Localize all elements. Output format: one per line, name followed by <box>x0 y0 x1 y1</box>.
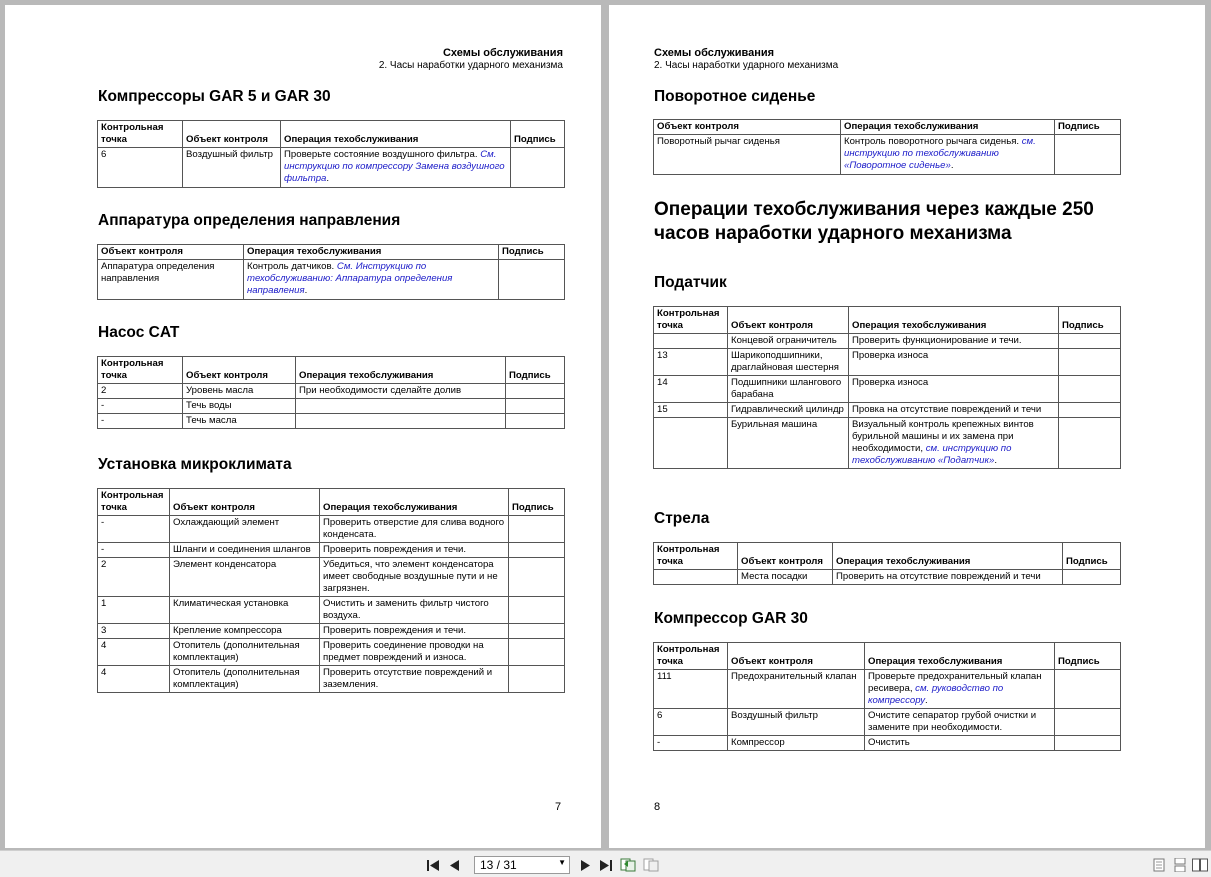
cell: Проверка износа <box>849 376 1059 403</box>
cell: Проверить отсутствие повреждений и заземления. <box>320 666 509 693</box>
signature-cell <box>1059 403 1121 418</box>
signature-cell <box>1055 135 1121 175</box>
cell: 6 <box>654 709 728 736</box>
table-row <box>654 403 1121 418</box>
column-header: Операция техобслуживания <box>849 307 1059 334</box>
column-header: Подпись <box>1063 543 1121 570</box>
cell: Аппаратура определения направления <box>98 260 244 300</box>
signature-cell <box>511 148 565 188</box>
last-page-icon[interactable] <box>598 857 614 873</box>
maintenance-table <box>97 356 565 429</box>
cell: Крепление компрессора <box>170 624 320 639</box>
cell: Воздушный фильтр <box>728 709 865 736</box>
column-header: Объект контроля <box>183 121 281 148</box>
column-header: Объект контроля <box>170 489 320 516</box>
cell: 111 <box>654 670 728 709</box>
column-header: Подпись <box>506 357 565 384</box>
reference-link[interactable]: см. инструкцию по техобслуживанию «Податчик» <box>852 443 1012 466</box>
signature-cell <box>509 597 565 624</box>
cell: Проверить отверстие для слива водного конденсата. <box>320 516 509 543</box>
cell <box>654 570 738 585</box>
cell: 3 <box>98 624 170 639</box>
table-row <box>654 376 1121 403</box>
table-row <box>98 260 565 300</box>
table-row <box>654 709 1121 736</box>
maintenance-table <box>653 306 1121 469</box>
cell: Убедиться, что элемент конденсатора имеет свободные воздушные пути и не загрязнен. <box>320 558 509 597</box>
cell: - <box>654 736 728 751</box>
cell: Течь воды <box>183 399 296 414</box>
table-row <box>654 135 1121 175</box>
cell: - <box>98 516 170 543</box>
reference-link[interactable]: См. инструкцию по компрессору Замена воздушного фильтра <box>284 149 505 184</box>
signature-cell <box>509 666 565 693</box>
signature-cell <box>1055 736 1121 751</box>
column-header: Операция техобслуживания <box>296 357 506 384</box>
cell: Места посадки <box>738 570 833 585</box>
cell: 6 <box>98 148 183 188</box>
column-header: Подпись <box>499 245 565 260</box>
maintenance-table <box>97 488 565 693</box>
two-page-view-icon[interactable] <box>1192 857 1208 873</box>
maintenance-table <box>97 120 565 188</box>
go-forward-icon[interactable] <box>643 857 659 873</box>
cell: Отопитель (дополнительная комплектация) <box>170 639 320 666</box>
first-page-icon[interactable] <box>425 857 441 873</box>
column-header: Контрольная точка <box>654 643 728 670</box>
signature-cell <box>1059 334 1121 349</box>
cell: Проверить соединение проводки на предмет повреждений и износа. <box>320 639 509 666</box>
column-header: Объект контроля <box>98 245 244 260</box>
maintenance-table <box>653 119 1121 175</box>
signature-cell <box>506 384 565 399</box>
cell: Воздушный фильтр <box>183 148 281 188</box>
cell: Очистить <box>865 736 1055 751</box>
continuous-view-icon[interactable] <box>1172 857 1188 873</box>
signature-cell <box>1055 670 1121 709</box>
page-number: 7 <box>555 801 562 813</box>
single-page-view-icon[interactable] <box>1151 857 1167 873</box>
cell: 1 <box>98 597 170 624</box>
table-row <box>654 670 1121 709</box>
previous-page-icon[interactable] <box>446 857 462 873</box>
cell: Гидравлический цилиндр <box>728 403 849 418</box>
signature-cell <box>1059 418 1121 469</box>
signature-cell <box>509 639 565 666</box>
cell <box>654 334 728 349</box>
cell: При необходимости сделайте долив <box>296 384 506 399</box>
cell: Контроль поворотного рычага сиденья. см. инструкцию по техобслуживанию «Поворотное сиденье». <box>841 135 1055 175</box>
cell: Предохранительный клапан <box>728 670 865 709</box>
column-header: Контрольная точка <box>98 489 170 516</box>
cell: Поворотный рычаг сиденья <box>654 135 841 175</box>
cell: - <box>98 399 183 414</box>
cell <box>296 414 506 429</box>
column-header: Подпись <box>1055 120 1121 135</box>
table-row <box>98 399 565 414</box>
section-title: Компрессоры GAR 5 и GAR 30 <box>98 88 331 105</box>
signature-cell <box>506 414 565 429</box>
cell: Подшипники шлангового барабана <box>728 376 849 403</box>
table-row <box>654 736 1121 751</box>
cell: Охлаждающий элемент <box>170 516 320 543</box>
cell: Проверить повреждения и течи. <box>320 543 509 558</box>
table-row <box>98 558 565 597</box>
cell: Течь масла <box>183 414 296 429</box>
cell: Проверить повреждения и течи. <box>320 624 509 639</box>
table-row <box>654 334 1121 349</box>
table-row <box>98 666 565 693</box>
go-back-icon[interactable] <box>620 857 636 873</box>
cell: 4 <box>98 639 170 666</box>
cell: Проверьте предохранительный клапан ресивера, см. руководство по компрессору. <box>865 670 1055 709</box>
header-title: Схемы обслуживания <box>654 47 775 59</box>
chapter-heading: Операции техобслуживания через каждые 250 часов наработки ударного механизма <box>654 199 1094 244</box>
table-row <box>98 148 565 188</box>
table-row <box>98 516 565 543</box>
page-number-field[interactable] <box>474 856 570 874</box>
signature-cell <box>1059 349 1121 376</box>
cell: 2 <box>98 558 170 597</box>
cell <box>296 399 506 414</box>
signature-cell <box>509 558 565 597</box>
table-row <box>654 570 1121 585</box>
page-right <box>609 5 1205 848</box>
cell: Бурильная машина <box>728 418 849 469</box>
cell: Климатическая установка <box>170 597 320 624</box>
cell: Очистите сепаратор грубой очистки и замените при необходимости. <box>865 709 1055 736</box>
maintenance-table <box>97 244 565 300</box>
reference-link[interactable]: см. инструкцию по техобслуживанию «Поворотное сиденье» <box>844 136 1036 171</box>
reference-link[interactable]: См. Инструкцию по техобслуживанию: Аппаратура определения направления <box>247 261 453 296</box>
table-row <box>654 418 1121 469</box>
column-header: Операция техобслуживания <box>244 245 499 260</box>
column-header: Подпись <box>511 121 565 148</box>
column-header: Подпись <box>1059 307 1121 334</box>
section-title: Установка микроклимата <box>98 456 292 473</box>
cell: 2 <box>98 384 183 399</box>
viewer-toolbar <box>0 850 1211 877</box>
signature-cell <box>1055 709 1121 736</box>
column-header: Объект контроля <box>183 357 296 384</box>
section-title: Компрессор GAR 30 <box>654 610 808 627</box>
cell: Проверить на отсутствие повреждений и течи <box>833 570 1063 585</box>
column-header: Контрольная точка <box>654 307 728 334</box>
section-title: Стрела <box>654 510 710 527</box>
column-header: Подпись <box>1055 643 1121 670</box>
table-row <box>98 384 565 399</box>
table-row <box>98 597 565 624</box>
cell: Шланги и соединения шлангов <box>170 543 320 558</box>
column-header: Контрольная точка <box>654 543 738 570</box>
cell: Элемент конденсатора <box>170 558 320 597</box>
signature-cell <box>499 260 565 300</box>
cell: Шарикоподшипники, драглайновая шестерня <box>728 349 849 376</box>
signature-cell <box>509 543 565 558</box>
column-header: Объект контроля <box>728 307 849 334</box>
section-title: Поворотное сиденье <box>654 88 816 105</box>
cell: Провка на отсутствие повреждений и течи <box>849 403 1059 418</box>
cell: Отопитель (дополнительная комплектация) <box>170 666 320 693</box>
cell: 13 <box>654 349 728 376</box>
cell: 15 <box>654 403 728 418</box>
column-header: Объект контроля <box>654 120 841 135</box>
cell <box>654 418 728 469</box>
page-indicator: 13 / 31 <box>480 858 517 872</box>
section-title: Податчик <box>654 274 727 291</box>
cell: 14 <box>654 376 728 403</box>
cell: 4 <box>98 666 170 693</box>
cell: Проверка износа <box>849 349 1059 376</box>
running-header <box>379 46 563 72</box>
maintenance-table <box>653 642 1121 751</box>
signature-cell <box>1063 570 1121 585</box>
page-number: 8 <box>654 801 661 813</box>
column-header: Подпись <box>509 489 565 516</box>
table-row <box>654 349 1121 376</box>
chevron-down-icon[interactable]: ▼ <box>558 858 566 867</box>
header-subtitle: 2. Часы наработки ударного механизма <box>654 60 839 71</box>
column-header: Объект контроля <box>728 643 865 670</box>
table-row <box>98 639 565 666</box>
cell: Визуальный контроль крепежных винтов бурильной машины и их замена при необходимости, см. инструкцию по техобслуживанию «Податчик». <box>849 418 1059 469</box>
cell: Проверьте состояние воздушного фильтра. См. инструкцию по компрессору Замена воздушного фильтра. <box>281 148 511 188</box>
signature-cell <box>509 516 565 543</box>
header-title: Схемы обслуживания <box>442 47 563 59</box>
next-page-icon[interactable] <box>577 857 593 873</box>
column-header: Операция техобслуживания <box>841 120 1055 135</box>
signature-cell <box>506 399 565 414</box>
section-title: Насос CAT <box>98 324 180 341</box>
cell: Проверить функционирование и течи. <box>849 334 1059 349</box>
cell: Очистить и заменить фильтр чистого воздуха. <box>320 597 509 624</box>
running-header <box>654 46 838 72</box>
header-subtitle: 2. Часы наработки ударного механизма <box>378 60 563 71</box>
signature-cell <box>509 624 565 639</box>
cell: Концевой ограничитель <box>728 334 849 349</box>
column-header: Операция техобслуживания <box>281 121 511 148</box>
column-header: Операция техобслуживания <box>320 489 509 516</box>
cell: Компрессор <box>728 736 865 751</box>
cell: - <box>98 543 170 558</box>
reference-link[interactable]: см. руководство по компрессору <box>868 683 1004 706</box>
cell: Уровень масла <box>183 384 296 399</box>
cell: - <box>98 414 183 429</box>
column-header: Контрольная точка <box>98 357 183 384</box>
signature-cell <box>1059 376 1121 403</box>
cell: Контроль датчиков. См. Инструкцию по техобслуживанию: Аппаратура определения направления. <box>244 260 499 300</box>
table-row <box>98 414 565 429</box>
column-header: Операция техобслуживания <box>865 643 1055 670</box>
column-header: Контрольная точка <box>98 121 183 148</box>
page-left <box>5 5 601 848</box>
maintenance-table <box>653 542 1121 585</box>
table-row <box>98 624 565 639</box>
table-row <box>98 543 565 558</box>
column-header: Операция техобслуживания <box>833 543 1063 570</box>
column-header: Объект контроля <box>738 543 833 570</box>
section-title: Аппаратура определения направления <box>98 212 401 229</box>
